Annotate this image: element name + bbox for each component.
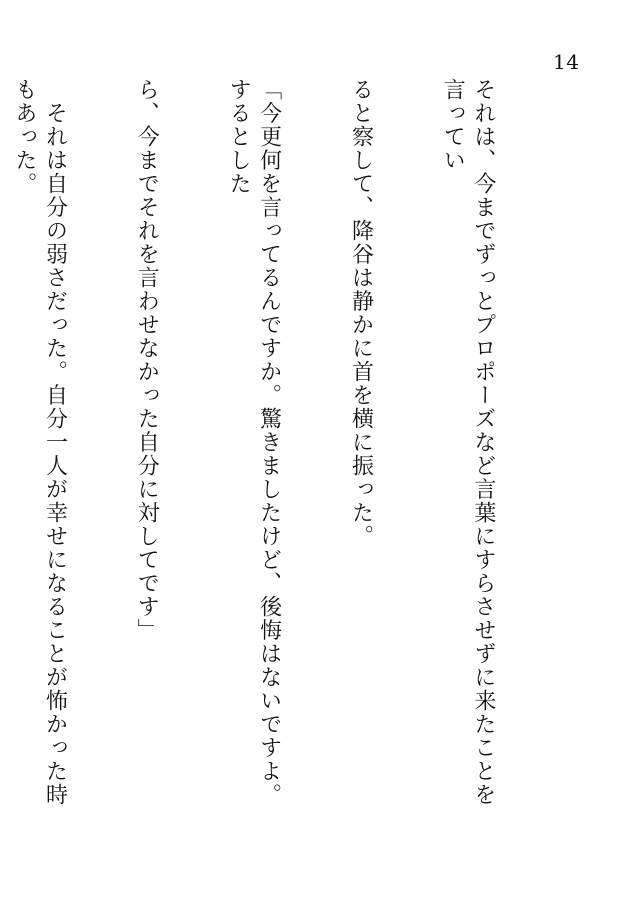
text-line: ら、今までそれを言わせなかった自分に対してです」: [134, 78, 160, 642]
page-number: 14: [553, 50, 580, 74]
text-line: ると察して、降谷は静かに首を横に振った。: [348, 78, 374, 548]
text-line: それは自分の弱さだった。自分一人が幸せになることが怖かった時もあった。: [11, 78, 68, 807]
body-text: [0, 78, 559, 828]
text-line: それは、今までずっとプロポーズなど言葉にすらさせずに来たことを言ってい: [440, 78, 496, 807]
text-line: 「今更何を言ってるんですか。驚きましたけど、後悔はないですよ。するとした: [226, 78, 282, 807]
